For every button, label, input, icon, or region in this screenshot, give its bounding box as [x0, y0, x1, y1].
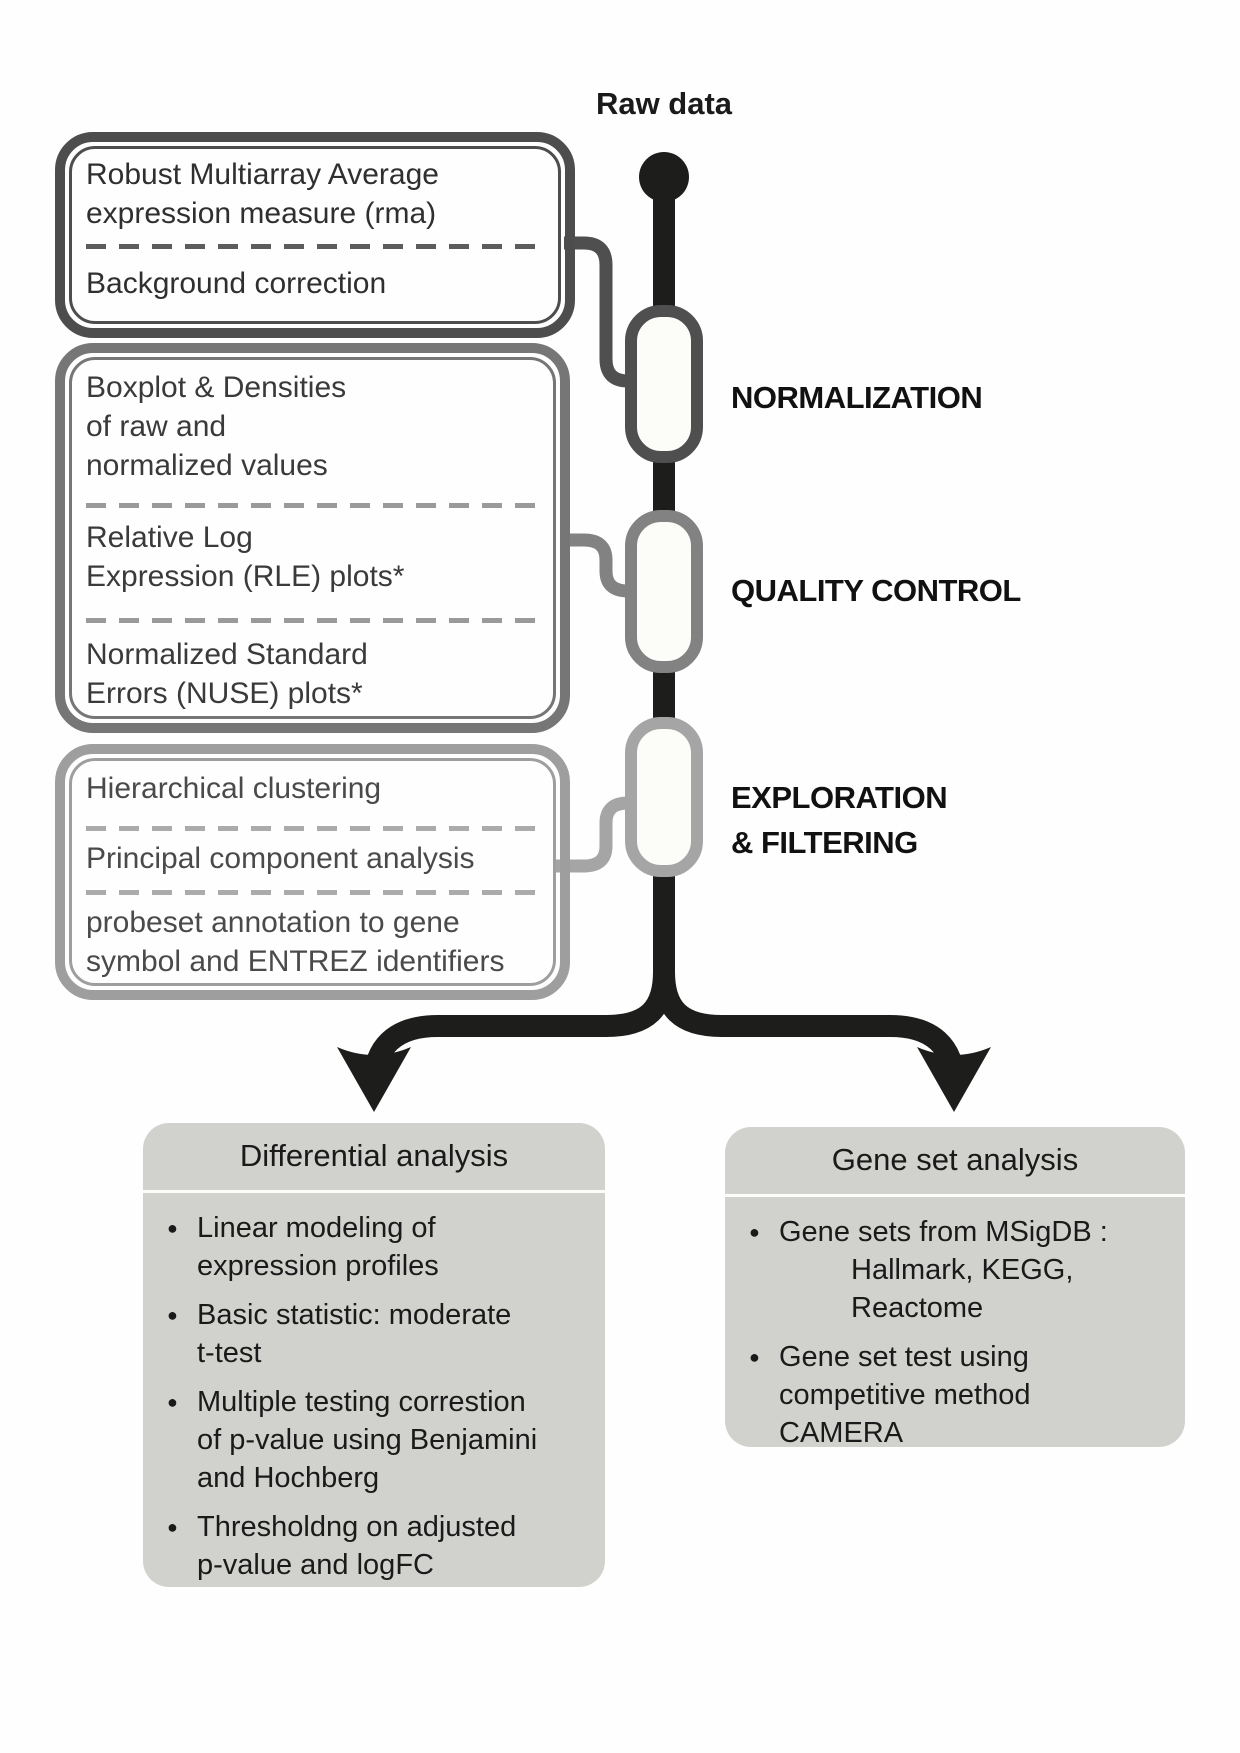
- bullet-line: t-test: [197, 1337, 262, 1369]
- method-line: probeset annotation to gene: [86, 906, 460, 939]
- bullet-line: ● Gene set test using: [779, 1341, 1029, 1373]
- list-item: [167, 1209, 599, 1285]
- method-line: of raw and: [86, 410, 227, 443]
- stage-label-normalization: NORMALIZATION: [731, 380, 983, 415]
- gene-set-analysis-title: Gene set analysis: [725, 1127, 1185, 1197]
- arrowhead-left: [337, 1047, 411, 1112]
- bullet-line: competitive method: [779, 1379, 1031, 1411]
- box-section: [86, 360, 537, 503]
- list-item: [167, 1508, 599, 1584]
- box-section: [86, 508, 537, 618]
- list-item: [167, 1296, 599, 1372]
- bullet-line: ● Linear modeling of: [197, 1212, 436, 1244]
- bullet-line: CAMERA: [779, 1417, 904, 1449]
- normalization-methods-box-inner: [69, 146, 561, 324]
- gene-set-analysis-panel: [725, 1127, 1185, 1447]
- raw-data-label: Raw data: [595, 86, 733, 121]
- bullet-line: ● Basic statistic: moderate: [197, 1299, 512, 1331]
- method-line: Robust Multiarray Average: [86, 158, 439, 191]
- differential-analysis-list: [143, 1193, 605, 1584]
- quality-control-node: [631, 516, 697, 667]
- gene-set-analysis-list: [725, 1197, 1185, 1452]
- box-section: [86, 149, 542, 244]
- method-line: Errors (NUSE) plots*: [86, 677, 363, 710]
- method-line: Boxplot & Densities: [86, 371, 347, 404]
- bullet-line: ● Gene sets from MSigDB :: [779, 1216, 1108, 1248]
- method-line: Expression (RLE) plots*: [86, 560, 405, 593]
- list-item: [167, 1383, 599, 1497]
- method-line: Hierarchical clustering: [86, 772, 382, 805]
- exploration-methods-box-inner: [69, 758, 556, 986]
- exploration-methods-box: [55, 744, 570, 1000]
- bullet-line: and Hochberg: [197, 1462, 380, 1494]
- connector-quality-control: [560, 540, 636, 591]
- method-line: Relative Log: [86, 521, 253, 554]
- bullet-line: ● Multiple testing correstion: [197, 1386, 526, 1418]
- stage-label-exploration-line1: EXPLORATION: [731, 780, 948, 815]
- differential-analysis-title: Differential analysis: [143, 1123, 605, 1193]
- stage-label-exploration-line2: & FILTERING: [731, 825, 918, 860]
- quality-control-methods-box-inner: [69, 357, 556, 719]
- branch-right: [664, 948, 954, 1084]
- method-line: symbol and ENTREZ identifiers: [86, 945, 505, 978]
- exploration-node: [631, 723, 697, 871]
- arrowhead-right: [917, 1047, 991, 1112]
- box-section: [86, 831, 537, 890]
- differential-analysis-panel: [143, 1123, 605, 1587]
- method-line: normalized values: [86, 449, 328, 482]
- bullet-line: p-value and logFC: [197, 1549, 434, 1581]
- stage-label-exploration: [731, 775, 947, 865]
- bullet-line: ● Thresholdng on adjusted: [197, 1511, 517, 1543]
- bullet-line: Hallmark, KEGG,: [851, 1254, 1074, 1286]
- method-line: Principal component analysis: [86, 842, 475, 875]
- normalization-methods-box: [55, 132, 575, 338]
- normalization-node: [631, 311, 697, 457]
- list-item: [749, 1213, 1179, 1327]
- box-section: [86, 249, 542, 303]
- box-section: [86, 895, 537, 981]
- quality-control-methods-box: [55, 343, 570, 733]
- bullet-line: Reactome: [851, 1292, 984, 1324]
- stage-label-quality-control: QUALITY CONTROL: [731, 573, 1021, 608]
- list-item: [749, 1338, 1179, 1452]
- method-line: expression measure (rma): [86, 197, 437, 230]
- bullet-line: of p-value using Benjamini: [197, 1424, 538, 1456]
- box-section: [86, 623, 537, 713]
- method-line: Normalized Standard: [86, 638, 368, 671]
- method-line: Background correction: [86, 267, 387, 300]
- bullet-line: expression profiles: [197, 1250, 439, 1282]
- box-section: [86, 761, 537, 826]
